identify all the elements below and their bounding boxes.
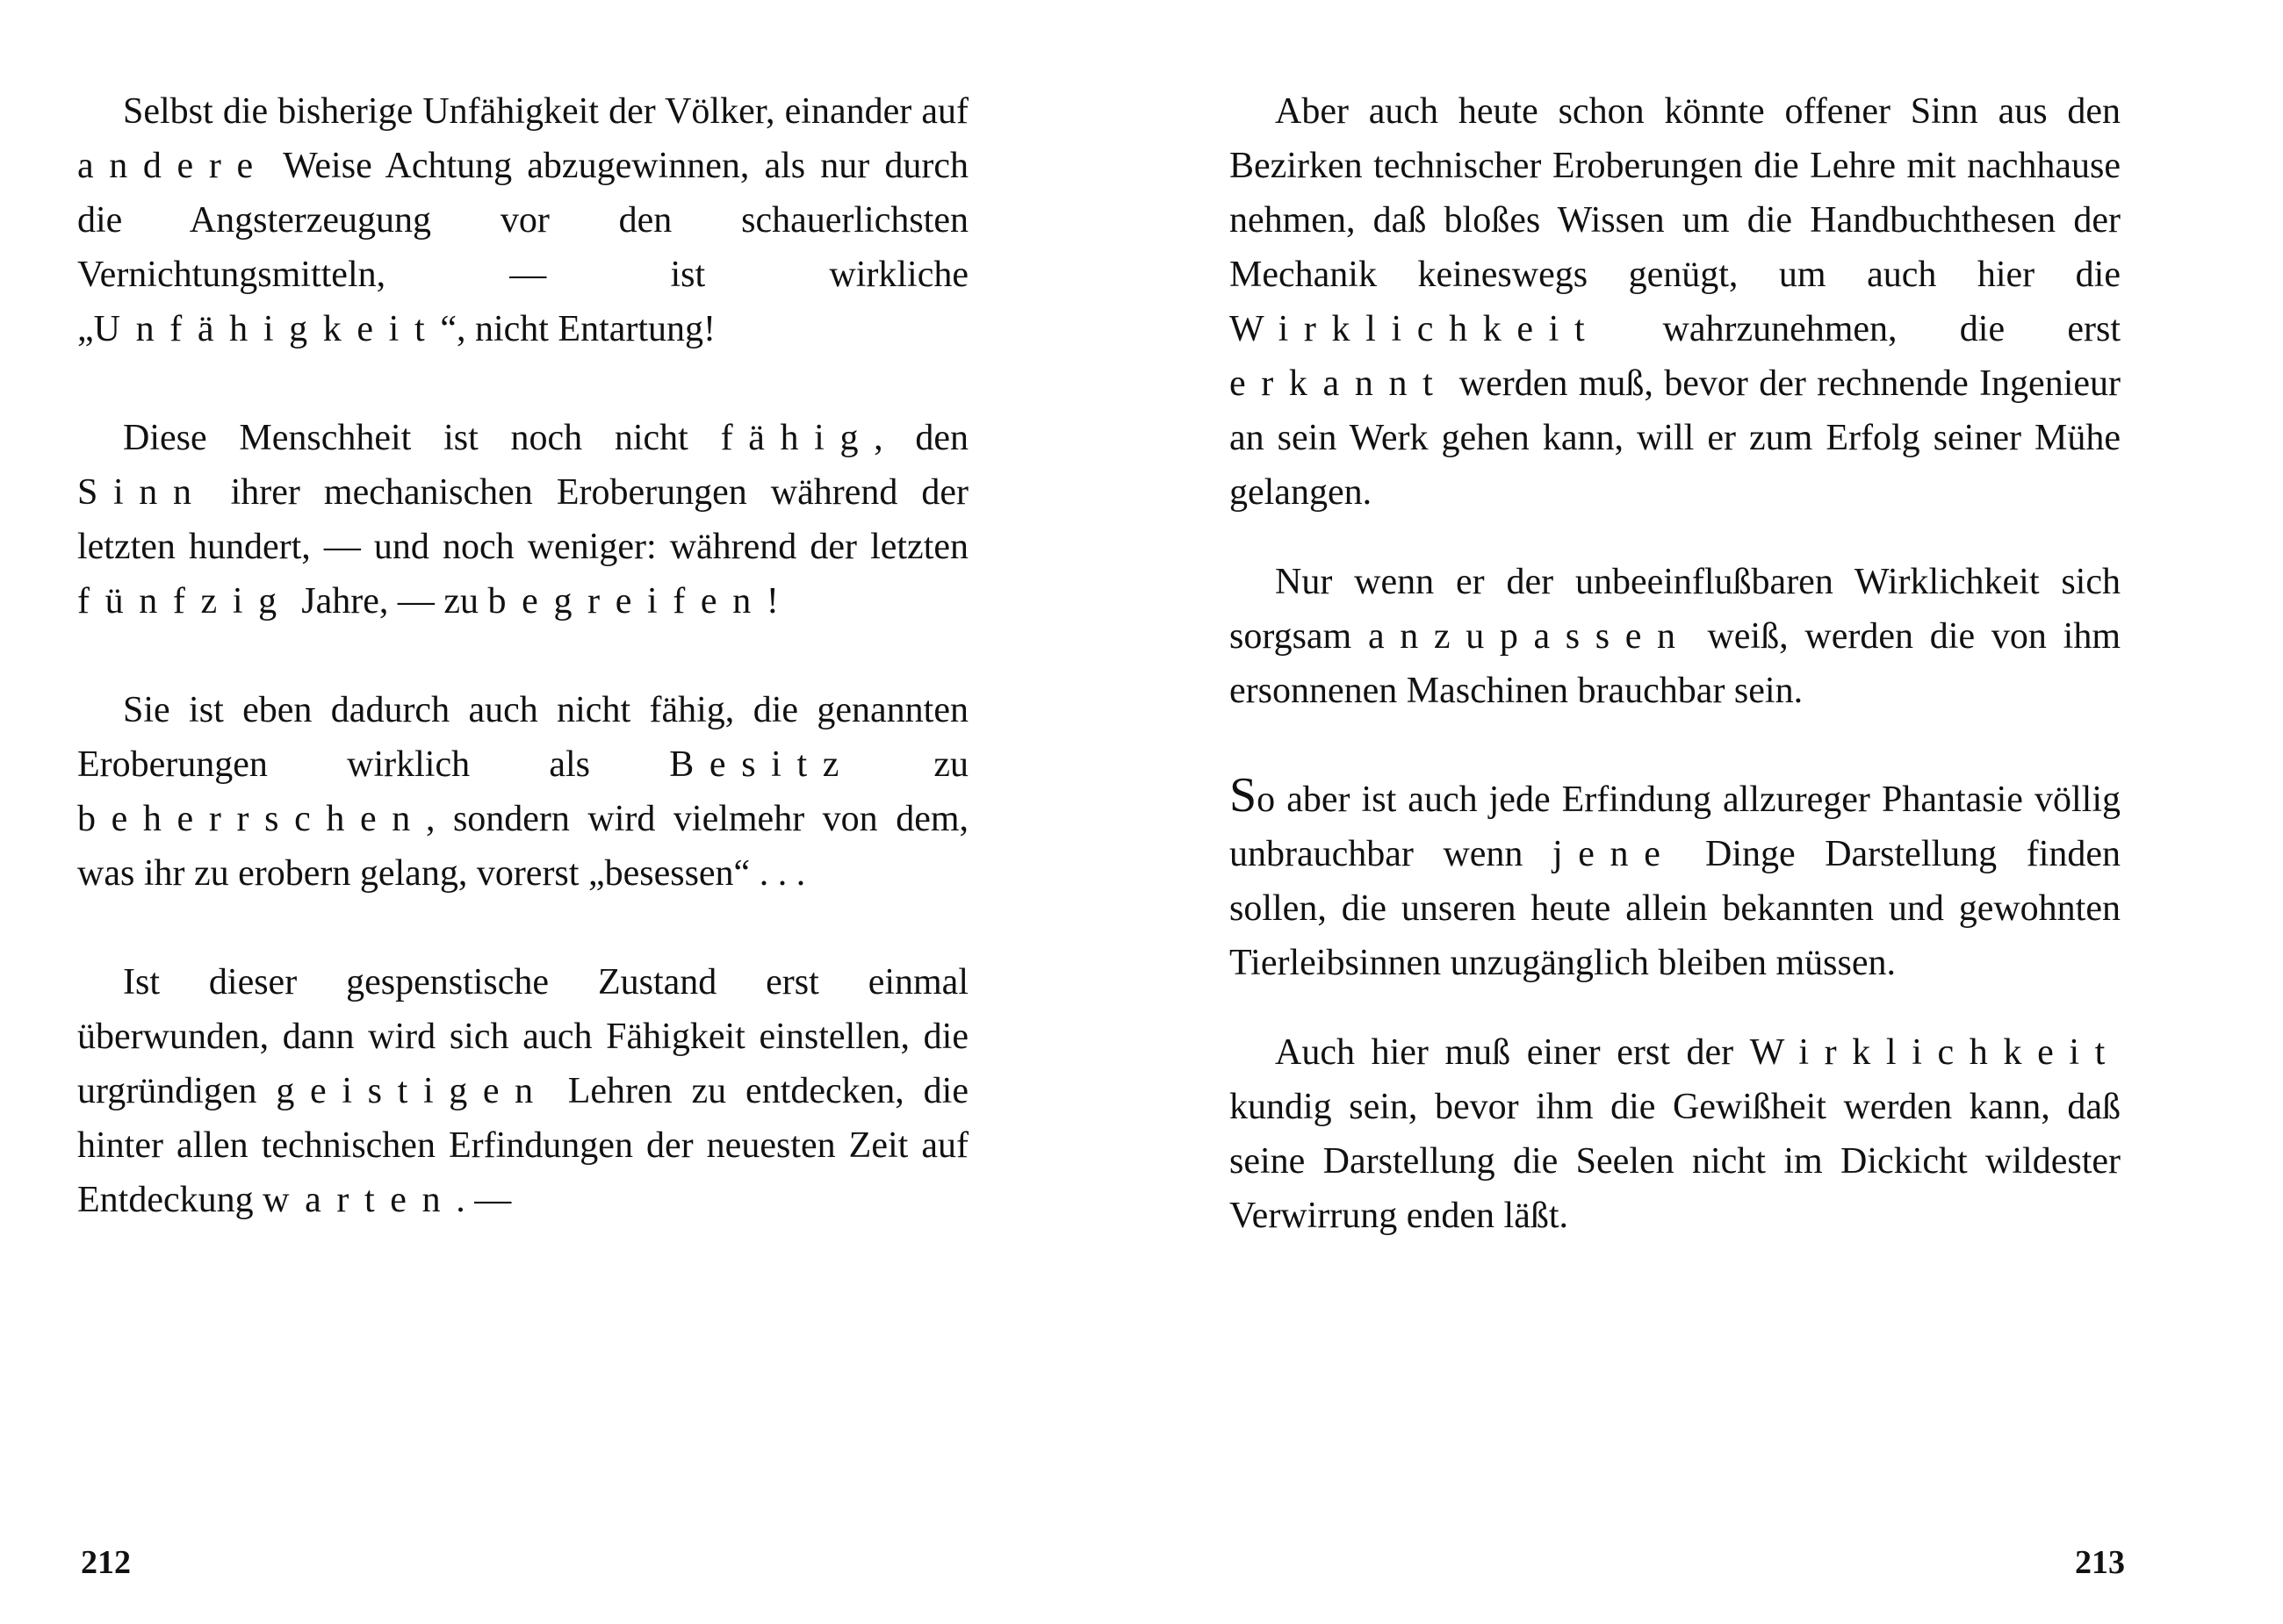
text-run: ihrer mechanischen Eroberungen während der letzten hundert, — und noch weniger: während der letzten xyxy=(77,472,969,567)
paragraph xyxy=(77,411,969,629)
spaced-emphasis: beherrschen xyxy=(77,799,426,839)
right-page xyxy=(1142,0,2283,1624)
text-run: ! xyxy=(766,581,779,622)
text-run: kundig sein, bevor ihm die Gewißheit werden kann, daß seine Darstellung die Seelen nicht im Dickicht wildester Verwirrung enden läßt. xyxy=(1229,1087,2121,1236)
text-run: zu xyxy=(854,744,969,785)
spaced-emphasis: Unfähigkeit xyxy=(93,309,441,349)
paragraph xyxy=(1229,768,2121,990)
left-text-column xyxy=(77,84,969,1227)
spaced-emphasis: fähig xyxy=(720,418,875,458)
text-run: Jahre, — zu xyxy=(292,581,488,622)
spaced-emphasis: Wirklichkeit xyxy=(1749,1032,2121,1073)
spaced-emphasis: fünfzig xyxy=(77,581,292,622)
text-run: Ist dieser gespenstische Zustand erst einmal überwunden, dann wird sich auch Fähigkeit einstellen, die urgründigen xyxy=(77,962,969,1111)
spaced-emphasis: erkannt xyxy=(1229,363,1449,404)
paragraph xyxy=(77,955,969,1227)
text-run: , sondern wird vielmehr von dem, was ihr zu erobern gelang, vorerst „besessen“ . . . xyxy=(77,799,969,894)
paragraph xyxy=(1229,1025,2121,1243)
spaced-emphasis: andere xyxy=(77,146,269,186)
page-number: 212 xyxy=(81,1544,131,1581)
text-run: wahrzunehmen, die erst xyxy=(1600,309,2121,349)
paragraph xyxy=(1229,555,2121,718)
text-run: Aber auch heute schon könnte offener Sinn aus den Bezirken technischer Eroberungen die Lehre mit nachhause nehmen, daß bloßes Wissen um die Handbuchthesen der Mechanik keineswegs genügt, um auch hier die xyxy=(1229,91,2121,295)
spaced-emphasis: geistigen xyxy=(276,1071,549,1111)
text-run: Weise Achtung abzugewinnen, als nur durch die Angsterzeugung vor den schauerlichsten Vernichtungsmitteln, — ist wirkliche „ xyxy=(77,146,969,349)
spaced-emphasis: Wirklichkeit xyxy=(1229,309,1601,349)
text-run: Auch hier muß einer erst der xyxy=(1275,1032,1750,1073)
text-run: Selbst die bisherige Unfähigkeit der Völker, einander auf xyxy=(123,91,969,132)
spaced-emphasis: jene xyxy=(1552,834,1676,874)
spaced-emphasis: Sinn xyxy=(77,472,207,513)
spaced-emphasis: warten xyxy=(263,1180,457,1220)
text-run: , den xyxy=(874,418,969,458)
text-run: Lehren zu entdecken, die hinter allen technischen Erfindungen der neuesten Zeit auf Entdeckung xyxy=(77,1071,969,1220)
text-run: werden muß, bevor der rechnende Ingenieur an sein Werk gehen kann, will er zum Erfolg seiner Mühe gelangen. xyxy=(1229,363,2121,513)
text-run: Nur wenn er der unbeeinflußbaren Wirklichkeit sich sorgsam xyxy=(1229,562,2121,657)
text-run: Sie ist eben dadurch auch nicht fähig, die genannten Eroberungen wirklich als xyxy=(77,690,969,785)
text-run: o aber ist auch jede Erfindung allzureger Phantasie völlig unbrauchbar wenn xyxy=(1229,780,2121,874)
spaced-emphasis: Besitz xyxy=(669,744,855,785)
paragraph xyxy=(77,84,969,356)
spaced-emphasis: begreifen xyxy=(487,581,767,622)
spaced-emphasis: anzupassen xyxy=(1368,616,1691,657)
right-text-column xyxy=(1229,84,2121,1243)
text-run: weiß, werden die von ihm ersonnenen Maschinen brauchbar sein. xyxy=(1229,616,2121,711)
text-run: “, nicht Entartung! xyxy=(440,309,717,349)
paragraph xyxy=(77,683,969,901)
text-run: Diese Menschheit ist noch nicht xyxy=(123,418,721,458)
text-run: Dinge Darstellung finden sollen, die unseren heute allein bekannten und gewohnten Tierleibsinnen unzugänglich bleiben müssen. xyxy=(1229,834,2121,983)
page-number: 213 xyxy=(2075,1544,2125,1581)
drop-cap: S xyxy=(1229,768,1257,823)
text-run: . — xyxy=(456,1180,512,1220)
paragraph xyxy=(1229,84,2121,520)
